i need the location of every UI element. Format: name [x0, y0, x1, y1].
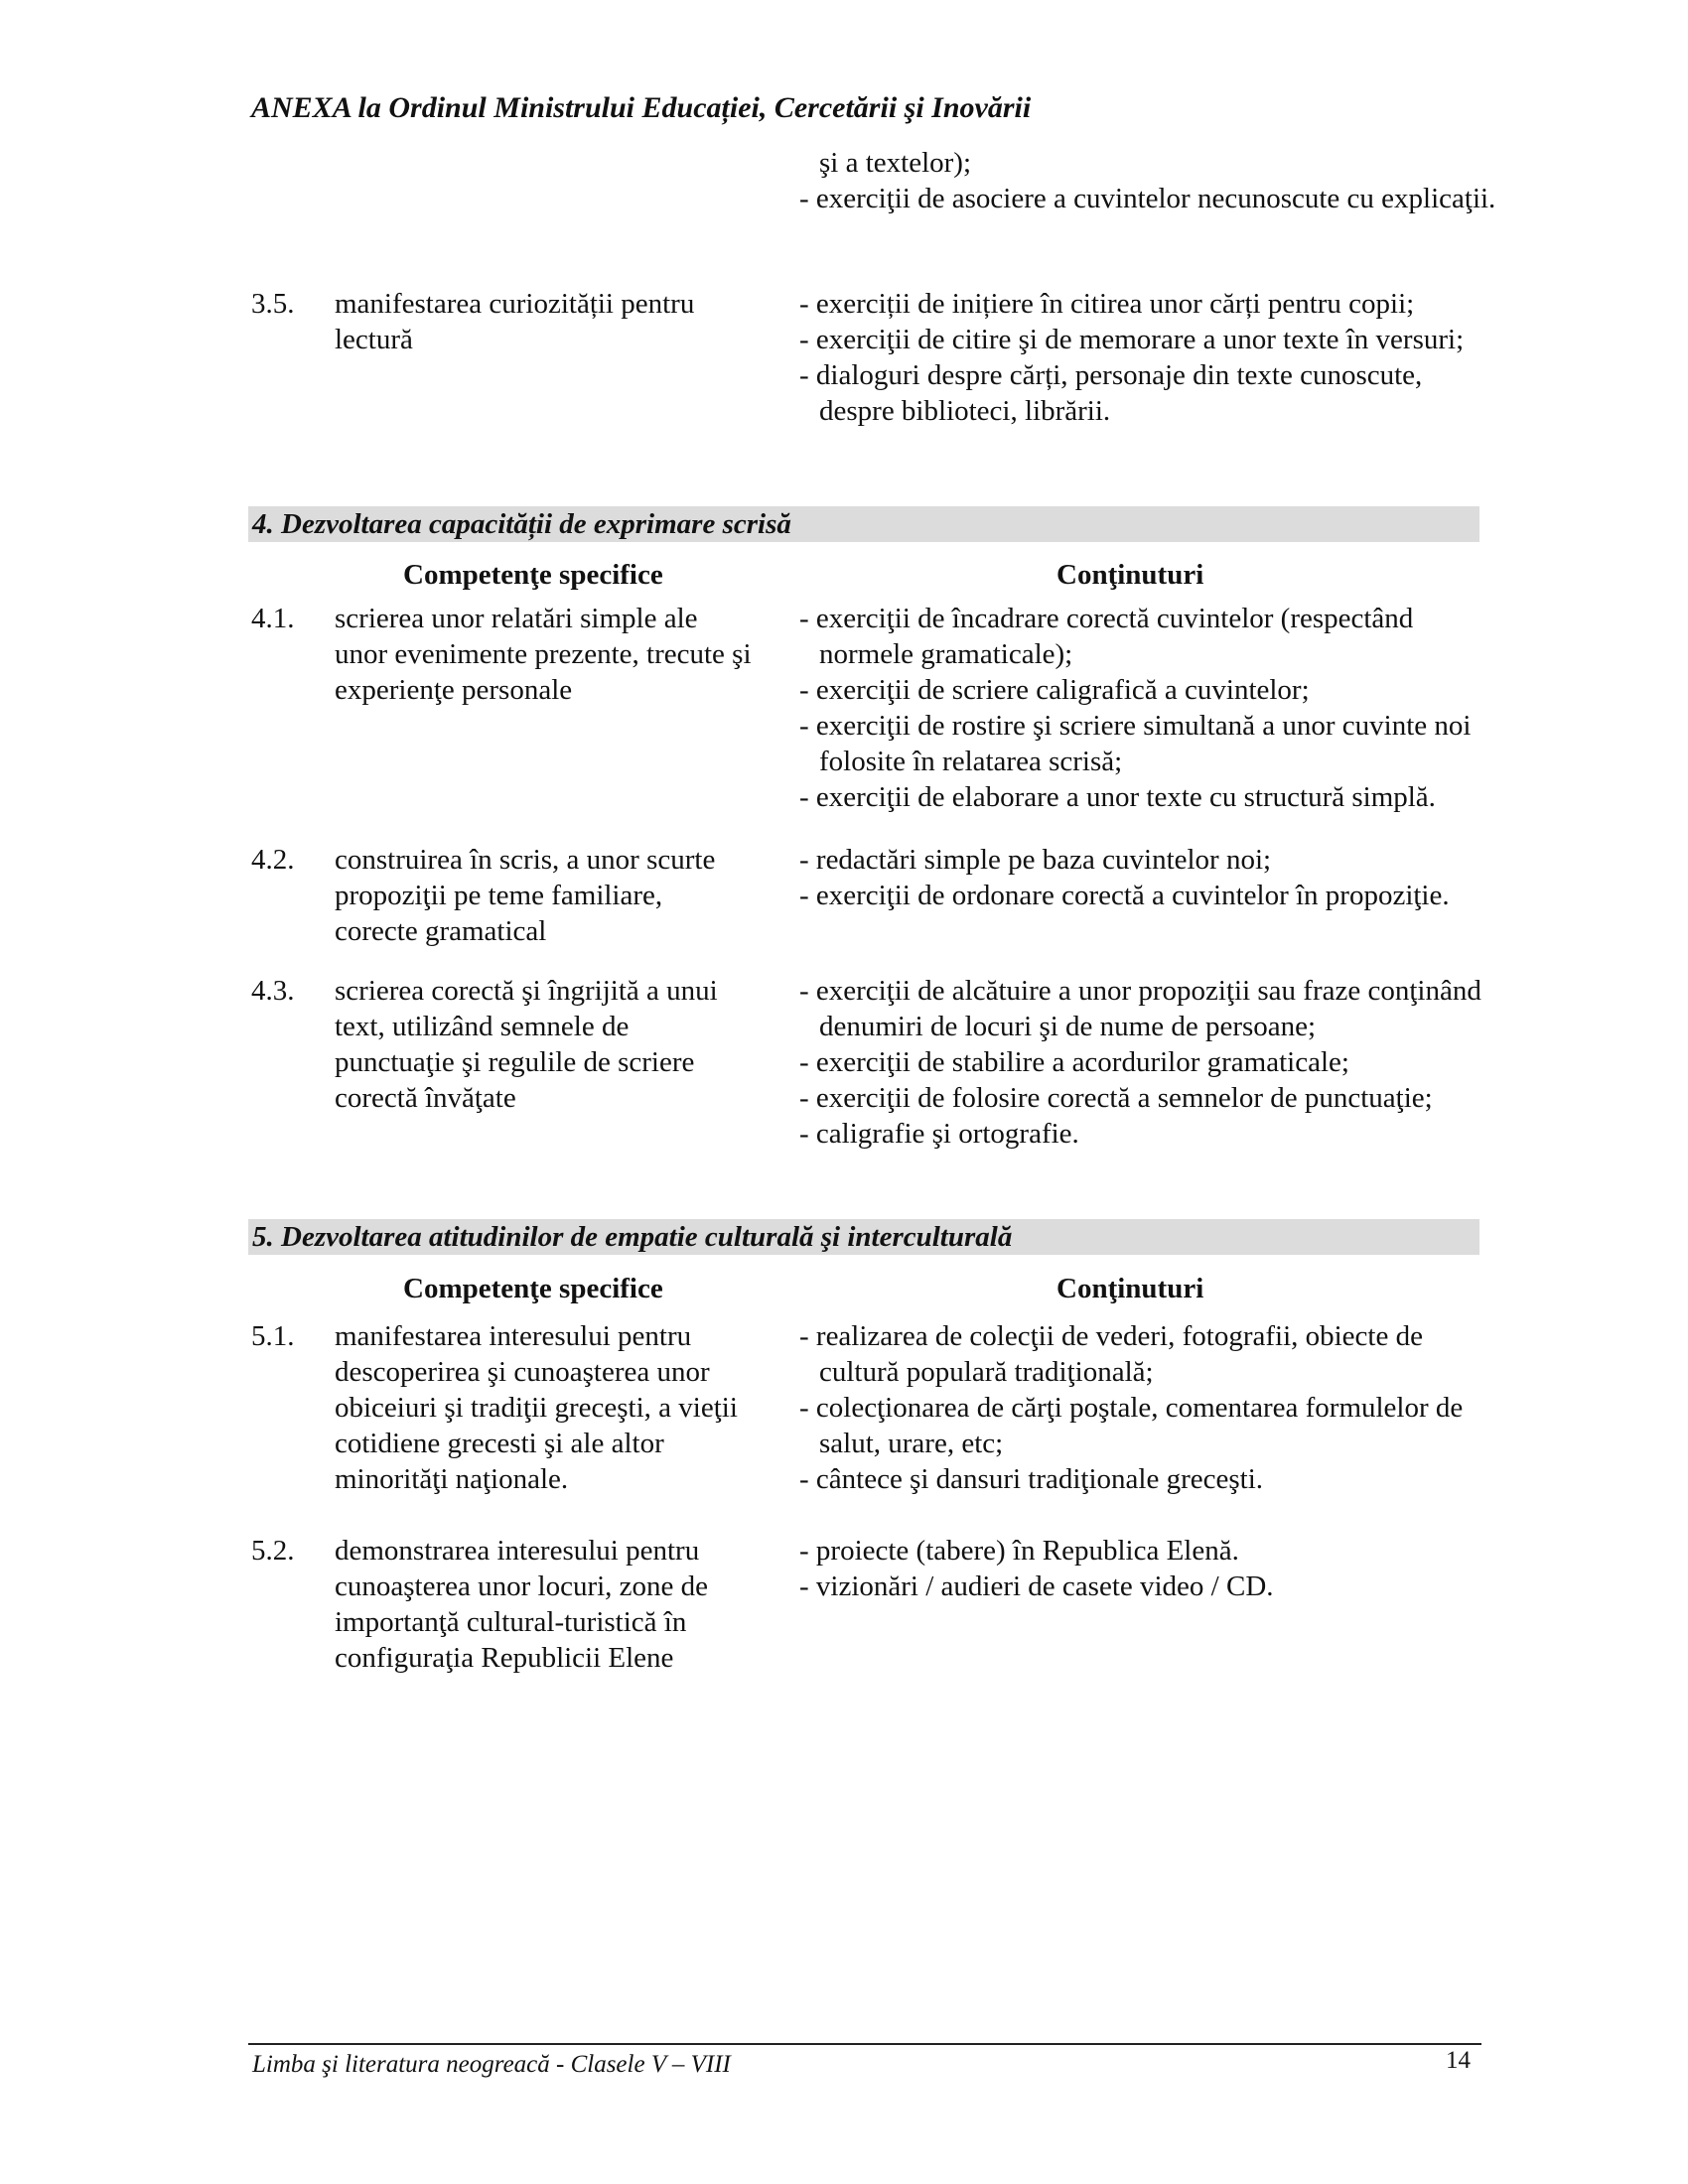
competence-text: manifestarea interesului pentru descoperirea şi cunoaşterea unor obiceiuri şi tradiţii greceşti, a vieţii cotidiene grecesti şi ale altor minorităţi naţionale. — [335, 1320, 738, 1495]
row-number: 4.2. — [251, 844, 295, 876]
page-number: 14 — [1446, 2047, 1471, 2074]
content-item: - exerciţii de elaborare a unor texte cu structură simplă. — [799, 781, 1436, 813]
content-item: - vizionări / audieri de casete video / CD. — [799, 1570, 1274, 1602]
content-item: - exerciţii de stabilire a acordurilor gramaticale; — [799, 1046, 1349, 1078]
content-item: - exerciţii de încadrare corectă cuvintelor (respectând normele gramaticale); — [799, 603, 1414, 670]
section-4-title: 4. Dezvoltarea capacității de exprimare scrisă — [248, 506, 1479, 542]
content-item: - caligrafie şi ortografie. — [799, 1118, 1079, 1150]
content-item: - exerciţii de ordonare corectă a cuvintelor în propoziţie. — [799, 880, 1450, 911]
content-item: - realizarea de colecţii de vederi, fotografii, obiecte de cultură populară tradiţională; — [799, 1320, 1423, 1388]
row-3-5 — [251, 286, 1502, 429]
footer-title: Limba şi literatura neogreacă - Clasele V – VIII — [252, 2051, 731, 2078]
content-item: - colecţionarea de cărţi poştale, comentarea formulelor de salut, urare, etc; — [799, 1392, 1464, 1459]
row-number: 5.1. — [251, 1320, 295, 1352]
continuation-block — [251, 145, 1502, 216]
competence-text: construirea în scris, a unor scurte propoziţii pe teme familiare, corecte gramatical — [335, 844, 716, 947]
content-item: - exerciţii de citire şi de memorare a unor texte în versuri; — [799, 324, 1465, 355]
column-header-continuturi: Conţinuturi — [1056, 559, 1204, 591]
competence-text: demonstrarea interesului pentru cunoaşterea unor locuri, zone de importanţă cultural-turistică în configuraţia Republicii Elene — [335, 1535, 709, 1674]
competence-text: manifestarea curiozității pentru lectură — [335, 288, 695, 355]
column-header-competente: Competenţe specifice — [403, 559, 663, 591]
column-header-continuturi: Conţinuturi — [1056, 1273, 1204, 1304]
row-number: 4.3. — [251, 975, 295, 1007]
page-header: ANEXA la Ordinul Ministrului Educației, Cercetării şi Inovării — [251, 91, 1032, 124]
row-4-3 — [251, 973, 1502, 1152]
row-4-2 — [251, 842, 1502, 947]
continuation-item: - exerciţii de asociere a cuvintelor necunoscute cu explicaţii. — [799, 183, 1496, 214]
competence-text: scrierea corectă şi îngrijită a unui text, utilizând semnele de punctuaţie şi regulile de scriere corectă învăţate — [335, 975, 718, 1114]
row-number: 3.5. — [251, 288, 295, 320]
row-number: 5.2. — [251, 1535, 295, 1567]
content-item: - exerciții de inițiere în citirea unor cărți pentru copii; — [799, 288, 1415, 320]
row-5-1 — [251, 1318, 1502, 1497]
row-number: 4.1. — [251, 603, 295, 634]
content-item: - proiecte (tabere) în Republica Elenă. — [799, 1535, 1239, 1567]
content-item: - redactări simple pe baza cuvintelor noi; — [799, 844, 1272, 876]
column-header-competente: Competenţe specifice — [403, 1273, 663, 1304]
content-item: - dialoguri despre cărți, personaje din texte cunoscute, despre biblioteci, librării. — [799, 359, 1423, 427]
content-item: - exerciţii de rostire şi scriere simultană a unor cuvinte noi folosite în relatarea scrisă; — [799, 710, 1472, 777]
competence-text: scrierea unor relatări simple ale unor evenimente prezente, trecute şi experienţe personale — [335, 603, 752, 706]
continuation-line: şi a textelor); — [819, 147, 972, 179]
footer-divider — [248, 2043, 1481, 2045]
content-item: - cântece şi dansuri tradiţionale greceşti. — [799, 1463, 1264, 1495]
content-item: - exerciţii de scriere caligrafică a cuvintelor; — [799, 674, 1310, 706]
row-5-2 — [251, 1533, 1502, 1674]
row-4-1 — [251, 601, 1502, 815]
content-item: - exerciţii de alcătuire a unor propoziţii sau fraze conţinând denumiri de locuri şi de nume de persoane; — [799, 975, 1481, 1042]
content-item: - exerciţii de folosire corectă a semnelor de punctuaţie; — [799, 1082, 1433, 1114]
section-5-title: 5. Dezvoltarea atitudinilor de empatie culturală şi interculturală — [248, 1219, 1479, 1255]
